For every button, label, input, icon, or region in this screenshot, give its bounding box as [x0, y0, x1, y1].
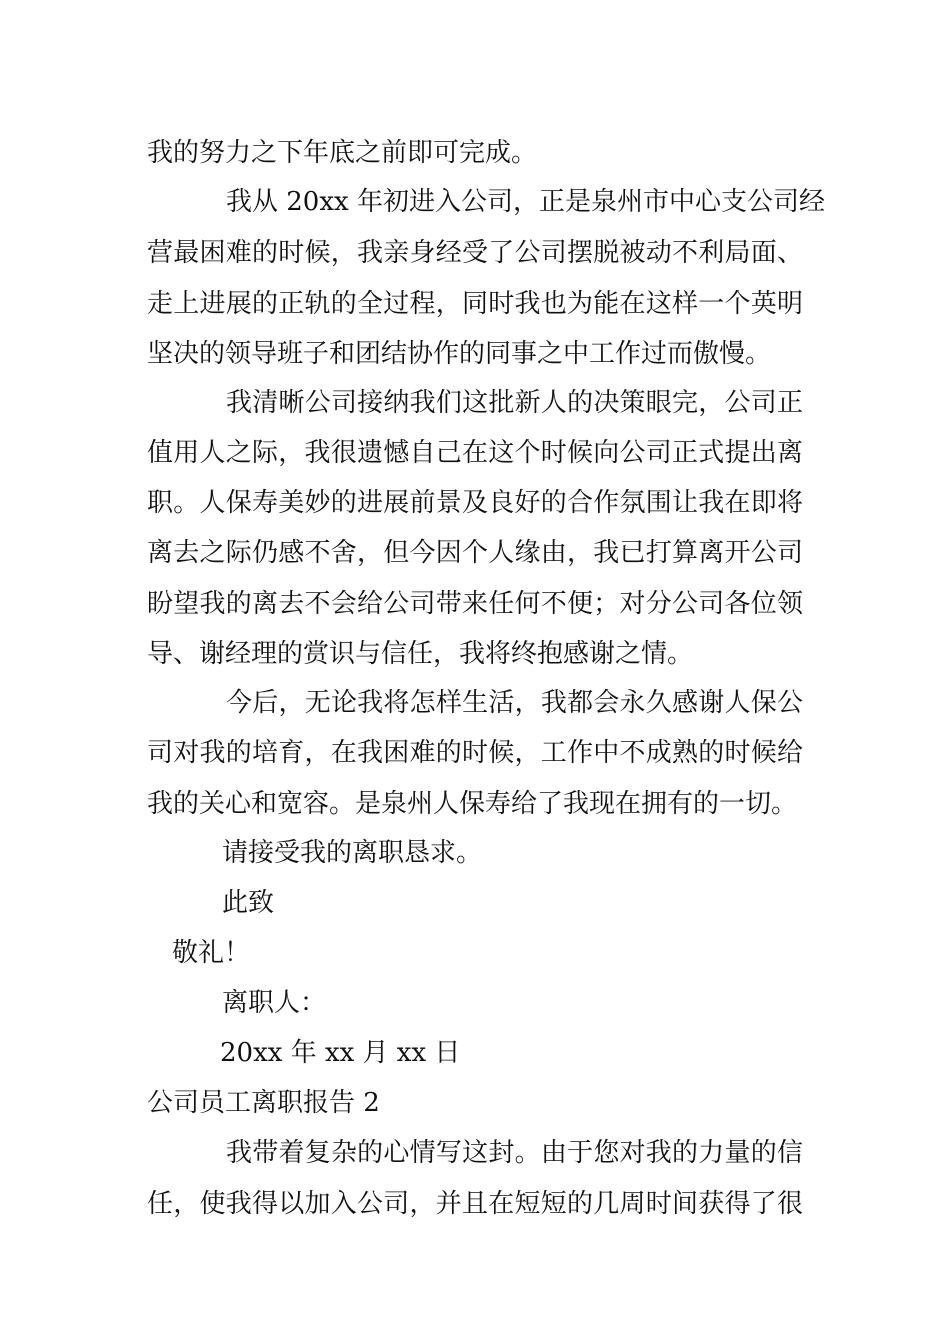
date-line: 20xx 年 xx 月 xx 日: [220, 1038, 461, 1068]
paragraph-start-line: 我从 20xx 年初进入公司，正是泉州市中心支公司经: [226, 187, 825, 217]
regards-line: 敬礼！: [172, 938, 251, 968]
text-line: 司对我的培育，在我困难的时候，工作中不成熟的时候给: [147, 738, 803, 768]
text-line: 盼望我的离去不会给公司带来任何不便；对分公司各位领: [147, 589, 803, 619]
request-line: 请接受我的离职恳求。: [222, 838, 483, 868]
text-line: 值用人之际，我很遗憾自己在这个时候向公司正式提出离: [147, 438, 803, 468]
text-line: 任，使我得以加入公司，并且在短短的几周时间获得了很: [147, 1189, 803, 1219]
paragraph-start-line: 我清晰公司接纳我们这批新人的决策眼完，公司正: [226, 388, 803, 418]
text-line: 坚决的领导班子和团结协作的同事之中工作过而傲慢。: [147, 339, 772, 369]
text-line: 我的努力之下年底之前即可完成。: [147, 138, 538, 168]
salutation-line: 此致: [222, 888, 275, 918]
text-line: 营最困难的时候，我亲身经受了公司摆脱被动不利局面、: [147, 238, 803, 268]
signature-label: 离职人：: [222, 988, 327, 1018]
paragraph-start-line: 我带着复杂的心情写这封。由于您对我的力量的信: [226, 1138, 803, 1168]
text-line: 我的关心和宽容。是泉州人保寿给了我现在拥有的一切。: [147, 789, 798, 819]
text-line: 离去之际仍感不舍，但今因个人缘由，我已打算离开公司: [147, 538, 803, 568]
section-heading: 公司员工离职报告 2: [147, 1088, 380, 1118]
text-line: 职。人保寿美妙的进展前景及良好的合作氛围让我在即将: [147, 488, 803, 518]
paragraph-start-line: 今后，无论我将怎样生活，我都会永久感谢人保公: [226, 688, 803, 718]
text-line: 走上进展的正轨的全过程，同时我也为能在这样一个英明: [147, 289, 803, 319]
text-line: 导、谢经理的赏识与信任，我将终抱感谢之情。: [147, 639, 694, 669]
